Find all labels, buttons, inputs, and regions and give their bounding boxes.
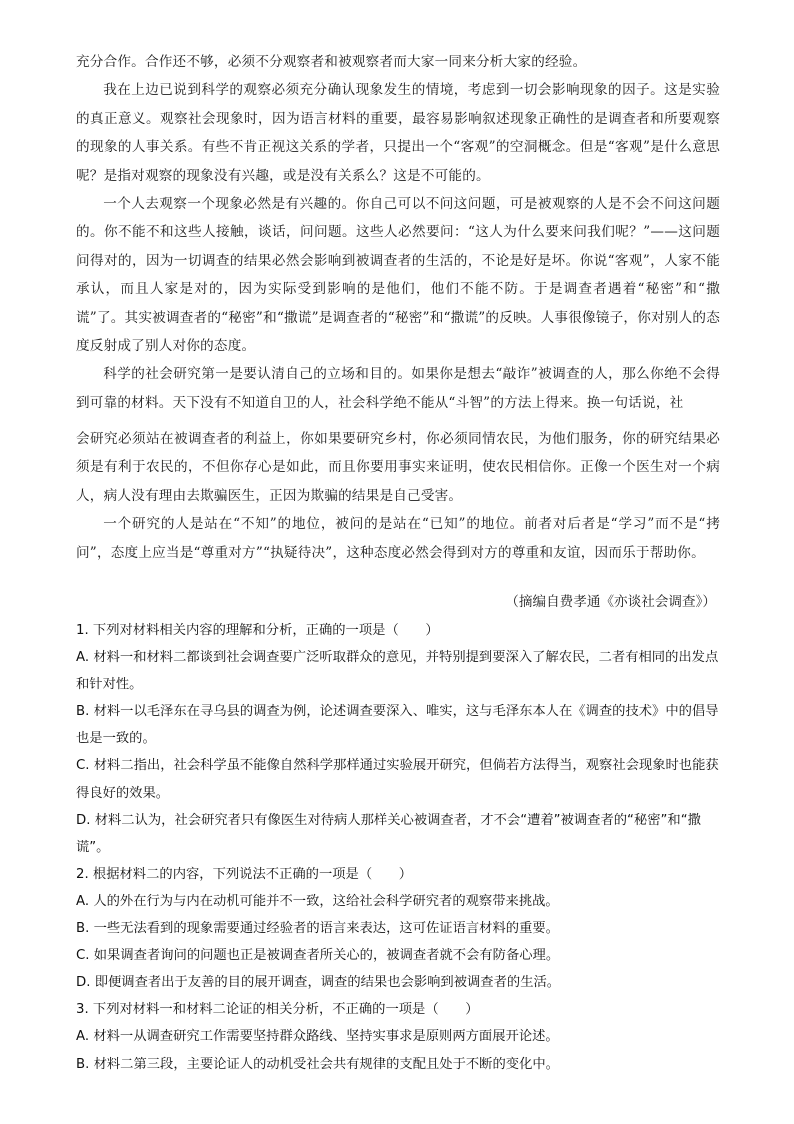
option-a: A. 材料一从调查研究工作需要坚持群众路线、坚持实事求是原则两方面展开论述。 [76, 1029, 559, 1045]
question-stem: 3. 下列对材料一和材料二论证的相关分析，不正确的一项是（ ） [76, 1002, 479, 1018]
passage-paragraph: 科学的社会研究第一是要认清自己的立场和目的。如果你是想去“敲诈”被调查的人，那么你绝不会得到可靠的材料。天下没有不知道自卫的人，社会科学绝不能从“斗智”的方法上得来。换一句话说，社 [76, 366, 720, 411]
passage-paragraph: 一个研究的人是站在“不知”的地位，被问的是站在“已知”的地位。前者对后者是“学习”而不是“拷问”，态度上应当是“尊重对方”“执疑待决”，这种态度必然会得到对方的尊重和友谊，因而乐于帮助你。 [76, 516, 720, 561]
option-a: A. 人的外在行为与内在动机可能并不一致，这给社会科学研究者的观察带来挑战。 [76, 893, 559, 909]
option-b: B. 材料一以毛泽东在寻乌县的调查为例，论述调查要深入、唯实，这与毛泽东本人在《调查的技术》中的倡导也是一致的。 [76, 704, 719, 747]
option-d: D. 材料二认为，社会研究者只有像医生对待病人那样关心被调查者，才不会“遭着”被调查者的“秘密”和“撒谎”。 [76, 812, 701, 855]
question-1 [76, 617, 726, 861]
question-2 [76, 861, 726, 996]
reading-passage-part-2 [76, 425, 720, 567]
passage-continuation-line: 充分合作。合作还不够，必须不分观察者和被观察者而大家一同来分析大家的经验。 [76, 54, 587, 70]
question-3 [76, 996, 726, 1077]
option-b: B. 材料二第三段，主要论证人的动机受社会共有规律的支配且处于不断的变化中。 [76, 1056, 559, 1072]
passage-paragraph: 一个人去观察一个现象必然是有兴趣的。你自己可以不问这问题，可是被观察的人是不会不问这问题的。你不能不和这些人接触，谈话，问问题。这些人必然要问：“这人为什么要来问我们呢？”——这问题问得对的，因为一切调查的结果必然会影响到被调查者的生活的，不论是好是坏。你说“客观”，人家不能承认，而且人家是对的，因为实际受到影响的是他们，他们不能不防。于是调查者遇着“秘密”和“撒谎”了。其实被调查者的“秘密”和“撒谎”是调查者的“秘密”和“撒谎”的反映。人事很像镜子，你对别人的态度反射成了别人对你的态度。 [76, 196, 720, 355]
question-stem: 2. 根据材料二的内容，下列说法不正确的一项是（ ） [76, 866, 413, 882]
option-a: A. 材料一和材料二都谈到社会调查要广泛听取群众的意见，并特别提到要深入了解农民，二者有相同的出发点和针对性。 [76, 650, 719, 693]
option-c: C. 如果调查者询问的问题也正是被调查者所关心的，被调查者就不会有防备心理。 [76, 948, 560, 964]
option-b: B. 一些无法看到的现象需要通过经验者的语言来表达，这可佐证语言材料的重要。 [76, 921, 559, 937]
passage-source-citation: （摘编自费孝通《亦谈社会调查》） [505, 594, 716, 610]
passage-paragraph: 会研究必须站在被调查者的利益上，你如果要研究乡村，你必须同情农民，为他们服务，你的研究结果必须是有利于农民的，不但你存心是如此，而且你要用事实来证明，使农民相信你。正像一个医生对一个病人，病人没有理由去欺骗医生，正因为欺骗的结果是自己受害。 [76, 431, 720, 504]
question-stem: 1. 下列对材料相关内容的理解和分析，正确的一项是（ ） [76, 623, 439, 638]
question-section [76, 617, 726, 1078]
option-c: C. 材料二指出，社会科学虽不能像自然科学那样通过实验展开研究，但倘若方法得当，观察社会现象时也能获得良好的效果。 [76, 758, 719, 801]
reading-passage-part-1 [76, 48, 720, 417]
option-d: D. 即便调查者出于友善的目的展开调查，调查的结果也会影响到被调查者的生活。 [76, 975, 561, 991]
passage-paragraph: 我在上边已说到科学的观察必须充分确认现象发生的情境，考虑到一切会影响现象的因子。这是实验的真正意义。观察社会现象时，因为语言材料的重要，最容易影响叙述现象正确性的是调查者和所要观察的现象的人事关系。有些不肯正视这关系的学者，只提出一个“客观”的空洞概念。但是“客观”是什么意思呢？是指对观察的现象没有兴趣，或是没有关系么？这是不可能的。 [76, 82, 720, 184]
